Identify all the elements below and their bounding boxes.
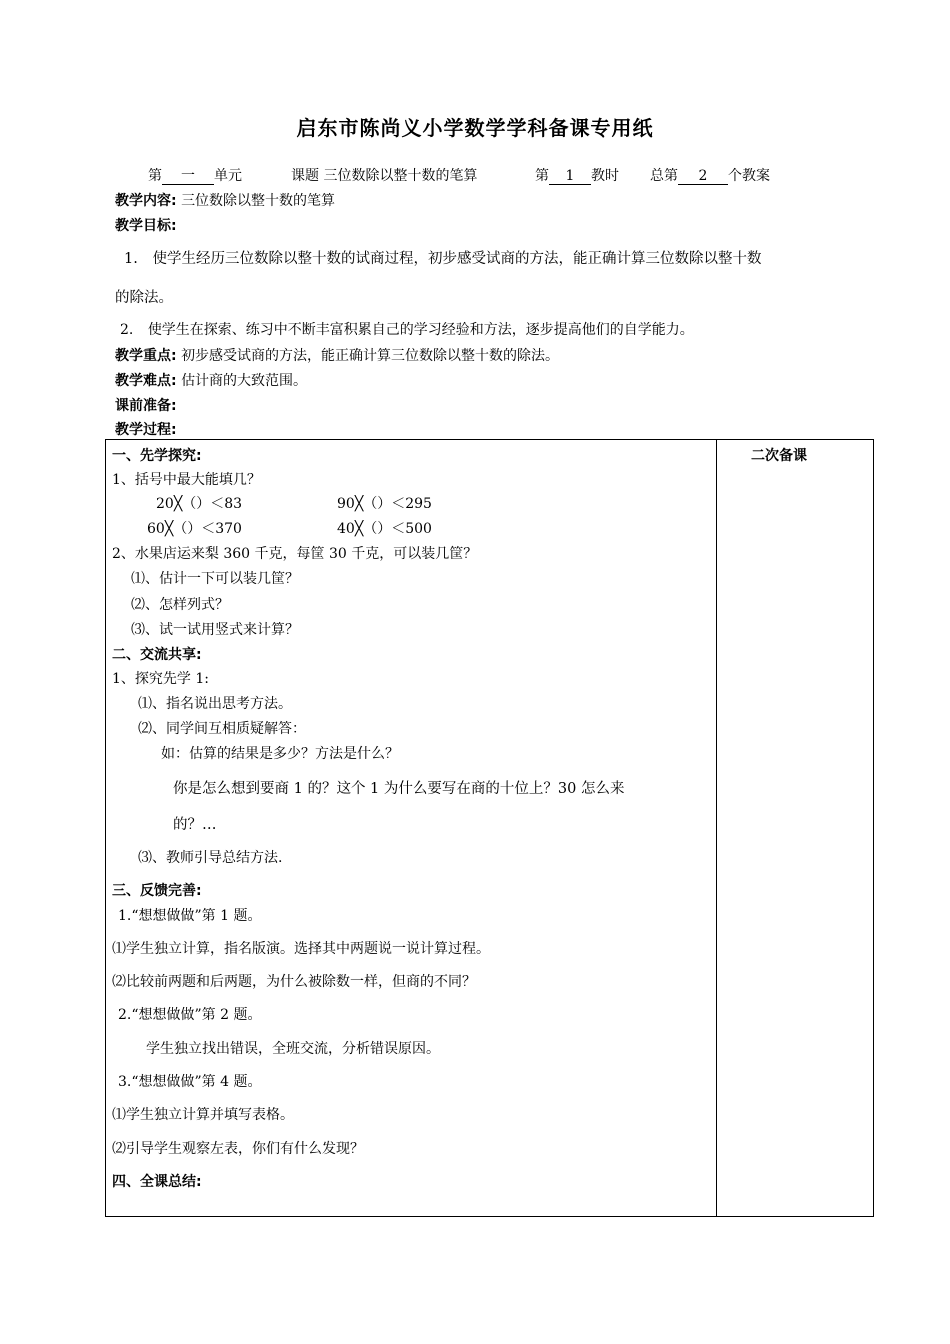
unit-suffix: 单元 (214, 168, 242, 184)
inequality-2: 90╳（）＜295 (337, 496, 432, 512)
table-column-divider (716, 439, 717, 1217)
s3-practice-1: 1.“想想做做”第 1 题。 (118, 908, 262, 924)
prep-label: 课前准备: (115, 398, 177, 414)
s2-item-1: 1、探究先学 1: (112, 671, 209, 687)
goal-1-continued: 的除法。 (115, 290, 173, 306)
goal-1 (124, 247, 761, 268)
unit-prefix: 第 (148, 168, 162, 184)
difficulty-row (115, 370, 307, 390)
s1-question-2-b: ⑵、怎样列式？ (131, 597, 229, 613)
s3-practice-1-a: ⑴学生独立计算，指名版演。选择其中两题说一说计算过程。 (112, 941, 490, 957)
inequality-4: 40╳（）＜500 (337, 521, 432, 537)
page-title: 启东市陈尚义小学数学学科备课专用纸 (296, 116, 654, 140)
side-header: 二次备课 (751, 448, 807, 464)
s3-practice-3-b: ⑵引导学生观察左表，你们有什么发现？ (112, 1141, 364, 1157)
content-value: 三位数除以整十数的笔算 (181, 193, 336, 209)
s1-question-2: 2、水果店运来梨 360 千克，每筐 30 千克，可以装几筐？ (112, 546, 478, 562)
meta-line (148, 165, 242, 185)
goal-2-text: 使学生在探索、练习中不断丰富积累自己的学习经验和方法，逐步提高他们的自学能力。 (147, 322, 694, 338)
process-label: 教学过程: (115, 422, 177, 438)
key-point-row (115, 345, 559, 365)
s1-question-1: 1、括号中最大能填几？ (112, 472, 261, 488)
section-3-title: 三、反馈完善: (112, 883, 202, 899)
topic-line (291, 165, 477, 185)
s1-question-2-a: ⑴、估计一下可以装几筐？ (131, 571, 299, 587)
s3-practice-2-a: 学生独立找出错误，全班交流，分析错误原因。 (146, 1041, 440, 1057)
inequality-3: 60╳（）＜370 (147, 521, 242, 537)
period-prefix: 第 (535, 168, 549, 184)
s3-practice-3: 3.“想想做做”第 4 题。 (118, 1074, 262, 1090)
period-suffix: 教时 (591, 168, 619, 184)
total-suffix: 个教案 (728, 168, 770, 184)
s2-item-1-a: ⑴、指名说出思考方法。 (138, 696, 292, 712)
topic-label: 课题 (291, 168, 319, 184)
period-value: 1 (549, 169, 591, 185)
difficulty-value: 估计商的大致范围。 (181, 373, 308, 389)
section-2-title: 二、交流共享: (112, 647, 202, 663)
goal-2 (120, 319, 694, 339)
key-point-value: 初步感受试商的方法，能正确计算三位数除以整十数的除法。 (181, 348, 560, 364)
s2-example-2-continued: 的？… (173, 817, 217, 833)
key-point-label: 教学重点: (115, 348, 177, 364)
difficulty-label: 教学难点: (115, 373, 177, 389)
section-1-title: 一、先学探究: (112, 448, 202, 464)
s2-item-1-b: ⑵、同学间互相质疑解答： (138, 721, 306, 737)
s2-example-1: 如：估算的结果是多少？方法是什么？ (161, 746, 399, 762)
s2-item-1-c: ⑶、教师引导总结方法. (138, 850, 283, 866)
total-value: 2 (678, 169, 728, 185)
goal-1-text: 使学生经历三位数除以整十数的试商过程，初步感受试商的方法，能正确计算三位数除以整十数 (152, 251, 762, 267)
total-line (650, 165, 770, 185)
topic-value: 三位数除以整十数的笔算 (323, 168, 478, 184)
s1-question-2-c: ⑶、试一试用竖式来计算？ (131, 622, 299, 638)
total-prefix: 总第 (650, 168, 678, 184)
s3-practice-3-a: ⑴学生独立计算并填写表格。 (112, 1107, 294, 1123)
goal-2-number: 2. (120, 322, 134, 338)
period-line (535, 165, 619, 185)
unit-value: 一 (162, 169, 214, 185)
goals-label: 教学目标: (115, 218, 177, 234)
section-4-title: 四、全课总结: (112, 1174, 202, 1190)
goal-1-number: 1. (124, 251, 138, 267)
content-label: 教学内容: (115, 193, 177, 209)
s3-practice-1-b: ⑵比较前两题和后两题，为什么被除数一样，但商的不同？ (112, 974, 476, 990)
inequality-1: 20╳（）＜83 (156, 496, 243, 512)
s3-practice-2: 2.“想想做做”第 2 题。 (118, 1007, 262, 1023)
content-row (115, 190, 335, 210)
s2-example-2: 你是怎么想到要商 1 的？这个 1 为什么要写在商的十位上？30 怎么来 (173, 781, 625, 797)
